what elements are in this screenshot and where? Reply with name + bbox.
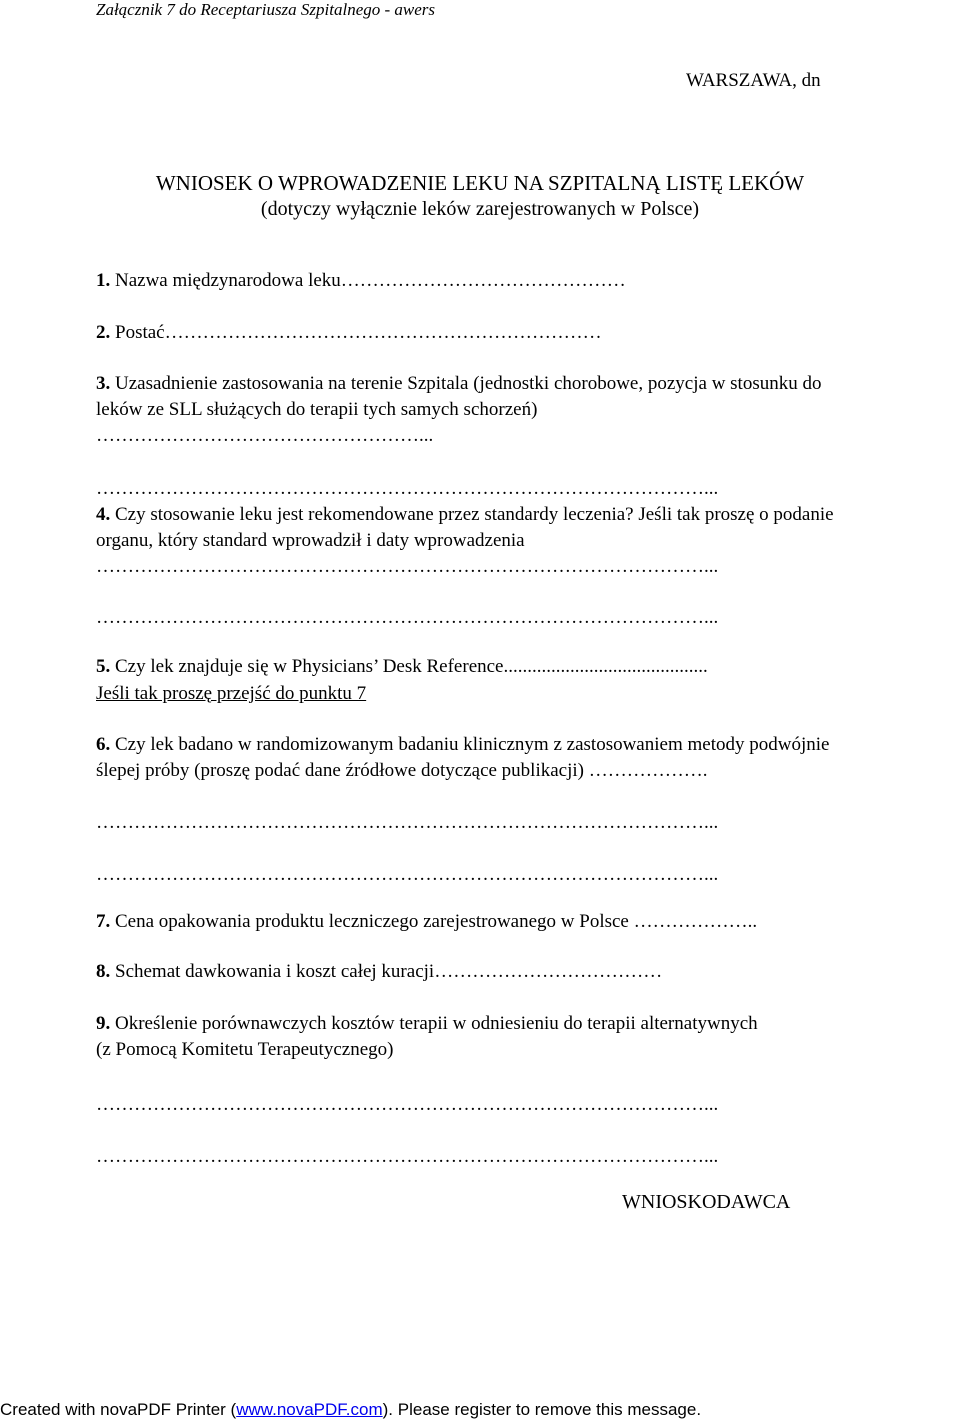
item-5-line-1 [96, 656, 708, 678]
item-number: 2. [96, 322, 111, 343]
item-text: ślepej próby (proszę podać dane źródłowe dotyczące publikacji) [96, 760, 584, 781]
item-7 [96, 911, 757, 933]
document-subtitle: (dotyczy wyłącznie leków zarejestrowanych w Polsce) [260, 198, 700, 220]
item-text: Uzasadnienie zastosowania na terenie Szpitala (jednostki chorobowe, pozycja w stosunku do [115, 373, 822, 394]
footer-link[interactable]: www.novaPDF.com [236, 1400, 383, 1419]
item-number: 7. [96, 911, 111, 932]
fill-dots: ……………………………… [434, 961, 663, 982]
printer-footer [0, 1400, 701, 1420]
item-9-line-2: (z Pomocą Komitetu Terapeutycznego) [96, 1039, 394, 1060]
item-3-dots-1: ……………………………………………... [96, 425, 434, 446]
item-6-dots-1: ……………………………………………………………………………………... [96, 812, 719, 833]
item-text: Czy lek badano w randomizowanym badaniu klinicznym z zastosowaniem metody podwójnie [115, 734, 830, 755]
item-8 [96, 961, 662, 983]
fill-dots: ……………….. [633, 911, 758, 932]
item-6-dots-2: ……………………………………………………………………………………... [96, 864, 719, 885]
item-number: 3. [96, 373, 111, 394]
item-number: 5. [96, 656, 111, 677]
item-3-dots-2: ……………………………………………………………………………………... [96, 478, 719, 499]
item-number: 4. [96, 504, 111, 525]
item-text: Schemat dawkowania i koszt całej kuracji [115, 961, 435, 982]
document-title: WNIOSEK O WPROWADZENIE LEKU NA SZPITALNĄ LISTĘ LEKÓW [155, 171, 805, 195]
item-text: Cena opakowania produktu leczniczego zarejestrowanego w Polsce [115, 911, 629, 932]
item-2 [96, 322, 602, 344]
item-3-line-1 [96, 373, 821, 395]
item-text: Postać [115, 322, 165, 343]
item-3-line-2: leków ze SLL służących do terapii tych samych schorzeń) [96, 399, 538, 420]
item-4-line-2: organu, który standard wprowadził i daty wprowadzenia [96, 530, 525, 551]
item-9-dots-1: ……………………………………………………………………………………... [96, 1094, 719, 1115]
item-4-dots-2: ……………………………………………………………………………………... [96, 607, 719, 628]
fill-dots: ………………. [588, 760, 708, 781]
item-number: 1. [96, 270, 111, 291]
item-text: Określenie porównawczych kosztów terapii w odniesieniu do terapii alternatywnych [115, 1013, 758, 1034]
item-number: 8. [96, 961, 111, 982]
fill-dots: …………………………………………………………… [164, 322, 602, 343]
item-text: Czy stosowanie leku jest rekomendowane przez standardy leczenia? Jeśli tak proszę o podanie [115, 504, 834, 525]
fill-dots: ........................................... [503, 656, 708, 677]
footer-text-before: Created with novaPDF Printer ( [0, 1400, 237, 1419]
item-4-line-1 [96, 504, 834, 526]
footer-text-after: ). Please register to remove this message. [382, 1400, 702, 1419]
item-number: 6. [96, 734, 111, 755]
item-text: Czy lek znajduje się w Physicians’ Desk Reference [115, 656, 504, 677]
item-1 [96, 270, 626, 292]
item-4-dots-1: ……………………………………………………………………………………... [96, 556, 719, 577]
item-9-line-1 [96, 1013, 758, 1035]
item-6-line-2 [96, 760, 708, 782]
item-text: Nazwa międzynarodowa leku [115, 270, 341, 291]
item-6-line-1 [96, 734, 829, 756]
item-9-dots-2: ……………………………………………………………………………………... [96, 1146, 719, 1167]
item-5-line-2: Jeśli tak proszę przejść do punktu 7 [96, 683, 367, 704]
running-head: Załącznik 7 do Receptariusza Szpitalnego - awers [96, 0, 436, 19]
signature-label: WNIOSKODAWCA [622, 1191, 791, 1213]
place-date: WARSZAWA, dn [686, 70, 821, 91]
item-number: 9. [96, 1013, 111, 1034]
fill-dots: ……………………………………… [340, 270, 626, 291]
